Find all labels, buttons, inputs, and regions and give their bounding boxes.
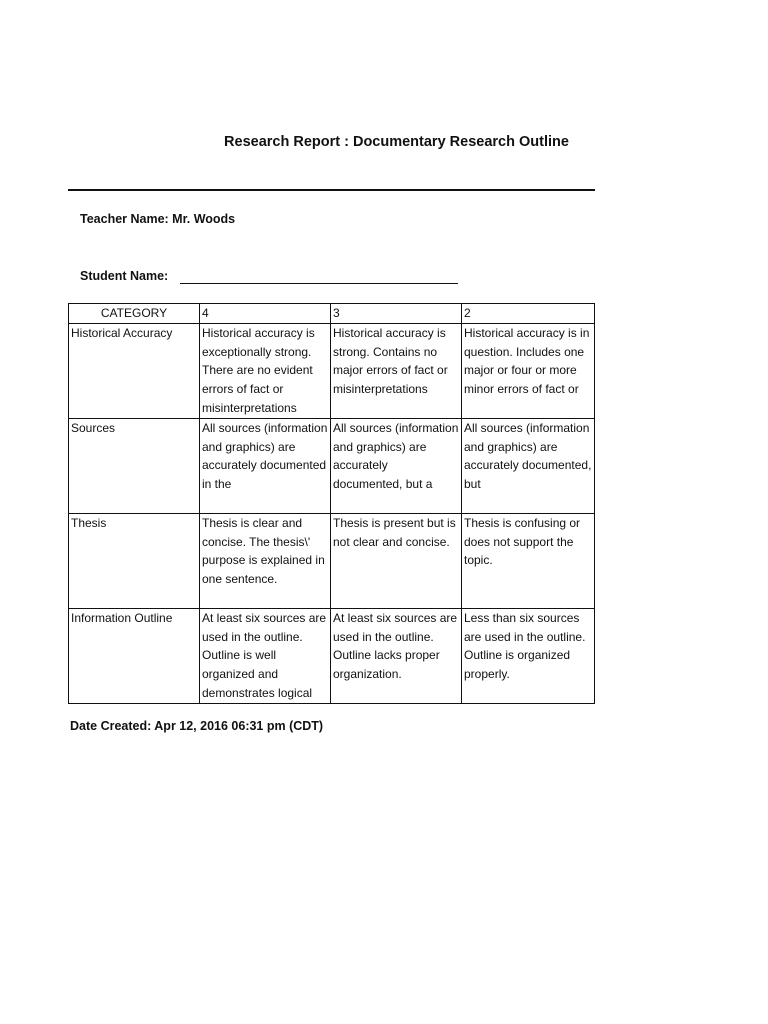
category-cell xyxy=(69,608,200,703)
header-score-2: 2 xyxy=(462,304,595,324)
score-4-text: All sources (information and graphics) are accurately documented in the xyxy=(202,420,328,492)
category-label: Information Outline xyxy=(71,610,173,625)
score-4-text: Thesis is clear and concise. The thesis\' purpose is explained in one sentence. xyxy=(202,515,325,587)
rubric-row-thesis xyxy=(69,513,595,608)
score-3-cell xyxy=(331,608,462,703)
score-2-cell xyxy=(462,608,595,703)
score-3-text: Thesis is present but is not clear and concise. xyxy=(333,515,456,549)
score-2-text: All sources (information and graphics) are accurately documented, but xyxy=(464,420,592,492)
rubric-header-row xyxy=(69,304,595,324)
score-2-text: Less than six sources are used in the outline. Outline is organized properly. xyxy=(464,610,586,682)
score-4-cell xyxy=(200,418,331,513)
score-2-cell xyxy=(462,513,595,608)
student-name-blank-line xyxy=(180,283,458,284)
rubric-row-sources xyxy=(69,418,595,513)
score-2-cell xyxy=(462,323,595,418)
student-name-label: Student Name: xyxy=(80,269,169,283)
category-cell xyxy=(69,418,200,513)
rubric-row-historical-accuracy xyxy=(69,323,595,418)
category-label: Historical Accuracy xyxy=(71,325,173,340)
header-score-4: 4 xyxy=(200,304,331,324)
score-4-cell xyxy=(200,513,331,608)
header-category: CATEGORY xyxy=(69,304,200,324)
score-3-text: Historical accuracy is strong. Contains no major errors of fact or misinterpretations xyxy=(333,325,448,397)
teacher-name: Teacher Name: Mr. Woods xyxy=(80,212,236,226)
rubric-row-information-outline xyxy=(69,608,595,703)
score-2-cell xyxy=(462,418,595,513)
date-created: Date Created: Apr 12, 2016 06:31 pm (CDT) xyxy=(70,719,324,733)
category-cell xyxy=(69,323,200,418)
score-2-text: Thesis is confusing or does not support the topic. xyxy=(464,515,581,568)
score-3-cell xyxy=(331,513,462,608)
score-2-text: Historical accuracy is in question. Includes one major or four or more minor errors of fact or xyxy=(464,325,590,397)
score-3-cell xyxy=(331,418,462,513)
score-3-cell xyxy=(331,323,462,418)
score-4-cell xyxy=(200,608,331,703)
category-cell xyxy=(69,513,200,608)
rubric-table xyxy=(68,303,595,704)
header-score-3: 3 xyxy=(331,304,462,324)
score-3-text: All sources (information and graphics) are accurately documented, but a xyxy=(333,420,459,492)
score-4-text: At least six sources are used in the outline. Outline is well organized and demonstrates logical xyxy=(202,610,327,700)
score-3-text: At least six sources are used in the outline. Outline lacks proper organization. xyxy=(333,610,458,682)
category-label: Sources xyxy=(71,420,116,435)
title-divider xyxy=(68,189,595,191)
score-4-text: Historical accuracy is exceptionally strong. There are no evident errors of fact or misinterpretations xyxy=(202,325,315,415)
score-4-cell xyxy=(200,323,331,418)
document-title: Research Report : Documentary Research Outline xyxy=(224,134,569,150)
category-label: Thesis xyxy=(71,515,107,530)
